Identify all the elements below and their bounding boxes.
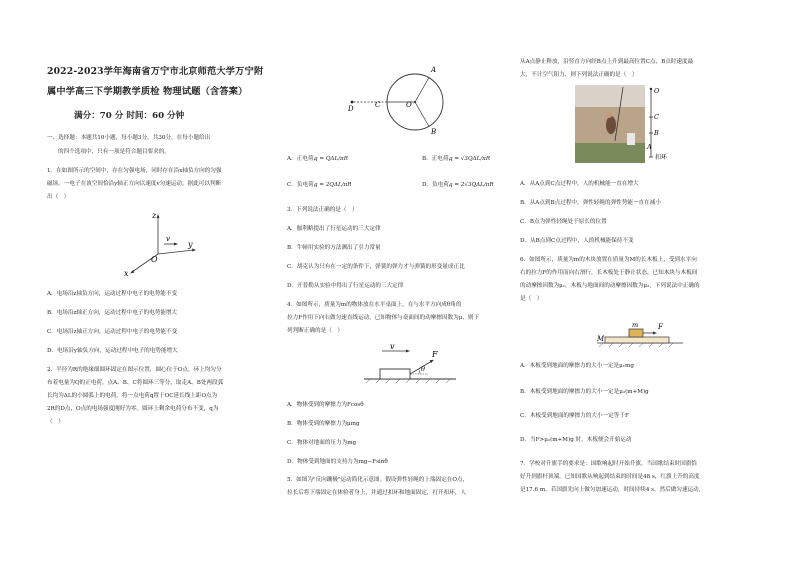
q1-stem-line1: 1．在如图所示的空间中，存在匀强电场，同时存在沿x轴负方向的匀强 — [47, 168, 222, 174]
q7-line2: 好升到旗杆顶端。已知国歌从响起到结束的时间是48 s，红旗上升的高度 — [520, 474, 700, 480]
q2-stem-line5: （ ） — [47, 419, 64, 425]
q2-ring-figure — [340, 60, 455, 140]
q5-option-a: A．从A点到C点过程中，人的机械能一直在增大 — [520, 181, 639, 187]
q1-axis-y: y — [188, 240, 193, 249]
q6-option-a: A．木板受到地面的摩擦力的大小一定是μ₁mg — [520, 363, 634, 369]
q3-option-d: D．开普勒从实验中得出了行星运动的三大定律 — [287, 283, 404, 289]
q1-axes-figure — [118, 210, 208, 280]
q2-stem-line1: 2．半径为R的绝缘细圆环固定在图示位置，圆心位于O点，环上均匀分 — [47, 367, 222, 373]
doc-title-line2: 属中学高三下学期教学质检 物理试题（含答案） — [47, 86, 248, 97]
q1-origin: O — [151, 255, 158, 264]
q3-option-a: A．伽利略提出了行星运动的三大定律 — [287, 226, 381, 232]
score-time: 满分：70 分 时间：60 分钟 — [74, 111, 185, 121]
section-intro-line1: 一、选择题：本题共10小题，每小题3分，共30分。在每小题给出 — [47, 135, 211, 141]
q5-option-b: B．从A点到B点过程中，弹性轻绳的弹性势能一直在减小 — [520, 200, 661, 206]
q5-option-d: D．从B点到C点过程中，人的机械能保持不变 — [520, 238, 634, 244]
q2-option-c-label: C．负电荷， — [287, 182, 320, 188]
q1-axis-x: x — [124, 269, 129, 278]
q2-option-a-label: A．正电荷， — [287, 156, 320, 162]
q3-option-b: B．牛顿用实验的方法测出了引力常量 — [287, 245, 381, 251]
q6-stem-line2: 右的拉力F的作用而向右滑行，长木板处于静止状态，已知木块与木板间 — [520, 270, 698, 276]
q2-option-c-formula: q = 2QΔL/πR — [314, 182, 352, 188]
doc-title-line1: 2022-2023学年海南省万宁市北京师范大学万宁附 — [47, 66, 264, 77]
q5-point-a: A — [647, 143, 652, 151]
q6-option-d: D．当F>μ₂(m+M)g 时，木板便会开始运动 — [520, 437, 632, 443]
q2-point-a: A — [431, 66, 437, 74]
q1-stem-line2: 磁场。一电子在该空间恰沿y轴正方向以速度v匀速运动。据此可以判断 — [47, 181, 222, 187]
q7-line1: 7．学校对升旗手的要求是：国歌响起时开始升旗，当国歌结束时国旗恰 — [520, 461, 697, 467]
q4-label-v: v — [390, 342, 395, 351]
column-2 — [270, 0, 520, 562]
q1-option-b: B．电场沿z轴正方向，运动过程中电子的电势能增大 — [47, 310, 178, 316]
q1-velocity-v: v — [166, 235, 170, 243]
q6-stem-line4: 是（ ） — [520, 296, 543, 302]
q5-point-c: C — [654, 113, 659, 121]
q6-label-big-m: M — [597, 335, 605, 343]
q1-stem-line3: 出（ ） — [47, 194, 70, 200]
q2-stem-line2: 布着电量为Q的正电荷。点A、B、C将圆环三等分，取走A、B处两段弧 — [47, 380, 224, 386]
q6-option-b: B．木板受到地面的摩擦力的大小一定是μ₂(m+M)g — [520, 389, 649, 395]
column-3 — [520, 0, 794, 562]
q5-stem-line2: 拉长后将下端固定在体验者身上，并通过扣环和地面固定，打开扣环，人 — [287, 490, 467, 496]
q2-stem-line3: 长均为ΔL的小圆弧上的电荷。将一点电荷q置于OC延长线上距O点为 — [47, 393, 218, 399]
q4-stem-line1: 4．如图所示，质量为m的物体放在水平桌面上，在与水平方向成θ角的 — [287, 302, 462, 308]
q6-label-small-m: m — [632, 321, 639, 329]
q5-bungee-figure — [575, 85, 685, 165]
q4-option-d: D．物体受到地面的支持力为mg−Fsinθ — [287, 459, 388, 465]
q4-option-c: C．物体对地面的压力为mg — [287, 440, 357, 446]
q2-option-d-formula: q = 2√3QΔL/πR — [449, 182, 494, 188]
q2-option-b-formula: q = √3QΔL/πR — [449, 156, 491, 162]
q2-point-c: C — [375, 101, 381, 109]
column-1 — [0, 0, 270, 562]
q4-label-theta: θ — [421, 365, 425, 373]
q6-board-figure — [595, 315, 685, 349]
q3-stem: 3．下列说法正确的是（ ） — [287, 207, 358, 213]
q4-stem-line3: 列判断正确的是（ ） — [287, 328, 343, 334]
q5-option-c: C．B点为弹性轻绳处于原长的位置 — [520, 219, 607, 225]
q1-option-d: D．电场沿y轴负方向，运动过程中电子的电势能增大 — [47, 348, 178, 354]
q3-option-c: C．胡克认为只有在一定的条件下，弹簧的弹力才与弹簧的形变量成正比 — [287, 264, 465, 270]
q4-stem-line2: 拉力F作用下向右做匀速直线运动，已知物体与桌面间的动摩擦因数为μ，则下 — [287, 315, 480, 321]
q5-point-o: O — [654, 87, 660, 95]
q2-point-o: O — [406, 101, 412, 109]
q7-line3: 是17.6 m。若国旗先向上做匀加速运动，时间持续4 s，然后做匀速运动， — [520, 487, 705, 493]
q5-cont-line1: 从A点静止释放，沿竖直方向经B点上升到最高位置C点，B点时速度最 — [520, 59, 694, 65]
q4-block-figure — [360, 340, 460, 385]
q2-stem-line4: 2R的D点，O点的电场强度刚好为零。圆环上剩余电荷分布不变，q为 — [47, 406, 219, 412]
q2-point-b: B — [431, 128, 437, 136]
q4-label-f: F — [432, 350, 438, 359]
q5-cont-line2: 大，不计空气阻力，则下列说法正确的是（ ） — [520, 72, 638, 78]
q6-stem-line1: 6．如图所示，质量为m的木块放置在质量为M的长木板上，受到水平向 — [520, 257, 697, 263]
q1-axis-z: z — [152, 211, 157, 220]
q6-label-f: F — [658, 323, 663, 331]
q2-option-b-label: B．正电荷， — [422, 156, 455, 162]
q1-option-c: C．电场沿z轴正方向，运动过程中电子的电势能不变 — [47, 329, 178, 335]
q2-option-d-label: D．负电荷， — [422, 182, 455, 188]
q2-option-a-formula: q = QΔL/πR — [314, 156, 348, 162]
q5-point-b: B — [654, 129, 659, 137]
q1-option-a: A．电场沿z轴负方向，运动过程中电子的电势能不变 — [47, 291, 178, 297]
q6-stem-line3: 的动摩擦因数为μ₁，木板与地面间的动摩擦因数为μ₂，下列说法中正确的 — [520, 283, 700, 289]
q4-option-a: A．物体受到的摩擦力为Fcosθ — [287, 402, 364, 408]
q4-option-b: B．物体受到的摩擦力为μmg — [287, 421, 360, 427]
q6-option-c: C．木板受到地面的摩擦力的大小一定等于F — [520, 413, 629, 419]
q5-ring-label: 扣环 — [655, 154, 668, 161]
section-intro-line2: 的四个选项中，只有一项是符合题目要求的。 — [58, 149, 170, 155]
q2-point-d: D — [348, 105, 354, 113]
q5-stem-line1: 5．如图为"反向蹦极"运动简化示意图。假设弹性轻绳的上端固定在O点， — [287, 477, 469, 483]
